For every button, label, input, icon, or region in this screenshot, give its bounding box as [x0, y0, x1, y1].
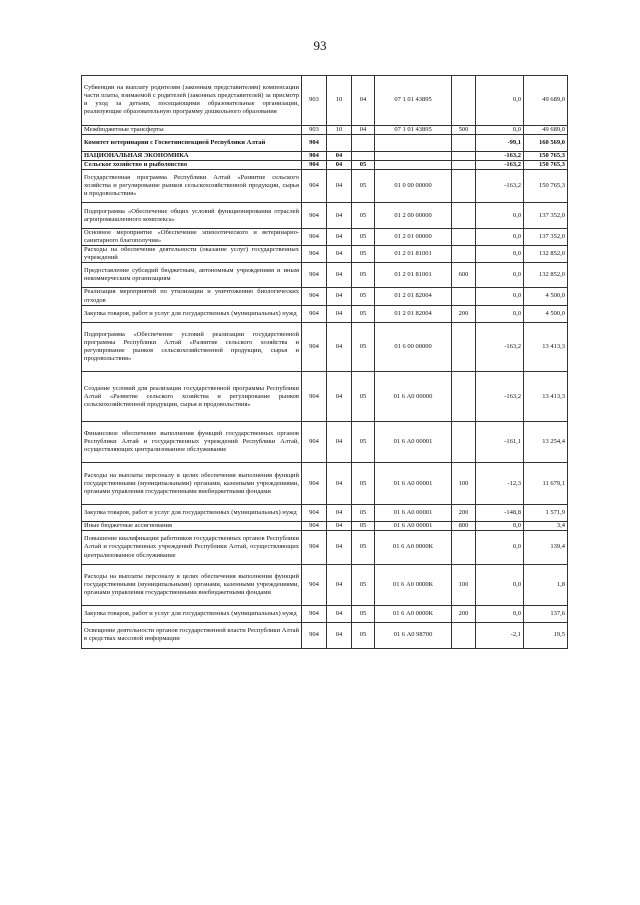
table-cell-expense-type: 200: [452, 305, 476, 322]
table-cell-change: 0,0: [476, 564, 524, 606]
table-cell-subsection: [352, 134, 375, 151]
page-number: 93: [313, 38, 327, 53]
table-cell-expense-type: [452, 203, 476, 228]
table-row: [82, 305, 568, 322]
table-cell-subsection: 05: [352, 263, 375, 288]
table-row: [82, 76, 568, 126]
table-row: [82, 623, 568, 648]
table-cell-change: 0,0: [476, 203, 524, 228]
table-cell-name: Подпрограмма «Обеспечение условий реализации государственной программы Республики Алтай «Развитие сельского хозяйства и регулирование рынков сельскохозяйственной продукции, сырья и продовольствия»: [82, 322, 302, 372]
table-cell-expense-type: [452, 531, 476, 564]
table-cell-name: Закупка товаров, работ и услуг для государственных (муниципальных) нужд: [82, 606, 302, 623]
table-cell-change: -99,1: [476, 134, 524, 151]
table-cell-change: -12,3: [476, 463, 524, 505]
table-cell-change: 0,0: [476, 245, 524, 262]
table-cell-target-article: 01 6 00 00000: [375, 322, 452, 372]
table-cell-expense-type: [452, 623, 476, 648]
table-cell-ved: 904: [302, 372, 327, 422]
table-cell-change: 0,0: [476, 263, 524, 288]
table-cell-change: -148,8: [476, 504, 524, 521]
table-row: [82, 125, 568, 134]
table-cell-ved: 904: [302, 151, 327, 160]
table-cell-target-article: 01 6 А0 00000: [375, 372, 452, 422]
table-row: [82, 522, 568, 531]
table-cell-ved: 904: [302, 203, 327, 228]
table-cell-target-article: 01 6 А0 00001: [375, 421, 452, 463]
table-row: [82, 203, 568, 228]
table-cell-name: Освещение деятельности органов государственной власти Республики Алтай в средствах массовой информации: [82, 623, 302, 648]
table-cell-total: 132 852,0: [524, 263, 568, 288]
table-cell-total: 13 413,3: [524, 372, 568, 422]
table-cell-target-article: 07 1 01 43895: [375, 76, 452, 126]
table-cell-target-article: 01 2 01 82004: [375, 288, 452, 305]
table-cell-ved: 904: [302, 228, 327, 245]
table-cell-ved: 904: [302, 322, 327, 372]
table-cell-name: Государственная программа Республики Алтай «Развитие сельского хозяйства и регулирование рынков сельскохозяйственной продукции, сырья и продовольствия»: [82, 170, 302, 203]
table-cell-expense-type: 200: [452, 606, 476, 623]
table-cell-name: Закупка товаров, работ и услуг для государственных (муниципальных) нужд: [82, 504, 302, 521]
table-cell-name: Финансовое обеспечение выполнения функций государственных органов Республики Алтай и государственных учреждений Республики Алтай, осуществляющих централизованное обслуживание: [82, 421, 302, 463]
table-cell-total: 139,4: [524, 531, 568, 564]
budget-table: [81, 75, 568, 649]
table-cell-total: 13 413,3: [524, 322, 568, 372]
table-cell-subsection: 05: [352, 305, 375, 322]
table-cell-subsection: 05: [352, 421, 375, 463]
table-cell-total: 150 765,3: [524, 160, 568, 169]
table-cell-target-article: 01 2 01 81001: [375, 263, 452, 288]
table-row: [82, 531, 568, 564]
table-row: [82, 504, 568, 521]
table-cell-expense-type: 100: [452, 564, 476, 606]
table-cell-total: 4 500,0: [524, 288, 568, 305]
table-cell-target-article: 01 2 01 82004: [375, 305, 452, 322]
table-cell-change: -161,1: [476, 421, 524, 463]
table-cell-ved: 904: [302, 245, 327, 262]
table-row: [82, 606, 568, 623]
table-cell-target-article: [375, 134, 452, 151]
table-row: [82, 322, 568, 372]
table-cell-change: 0,0: [476, 531, 524, 564]
table-row: [82, 564, 568, 606]
table-cell-total: 150 765,3: [524, 170, 568, 203]
table-cell-total: 49 689,0: [524, 125, 568, 134]
table-cell-target-article: 01 0 00 00000: [375, 170, 452, 203]
table-cell-ved: 904: [302, 160, 327, 169]
table-cell-ved: 903: [302, 76, 327, 126]
table-cell-name: Реализация мероприятий по утилизации и уничтожению биологических отходов: [82, 288, 302, 305]
table-cell-total: 132 852,0: [524, 245, 568, 262]
table-cell-change: -163,2: [476, 151, 524, 160]
table-cell-ved: 904: [302, 263, 327, 288]
table-cell-change: 0,0: [476, 606, 524, 623]
table-cell-subsection: 05: [352, 463, 375, 505]
table-cell-expense-type: [452, 421, 476, 463]
table-cell-subsection: 04: [352, 125, 375, 134]
table-cell-ved: 904: [302, 504, 327, 521]
table-cell-subsection: 05: [352, 228, 375, 245]
table-cell-subsection: 05: [352, 160, 375, 169]
table-row: [82, 228, 568, 245]
table-cell-subsection: 05: [352, 623, 375, 648]
table-cell-ved: 904: [302, 531, 327, 564]
table-cell-total: 137 352,0: [524, 203, 568, 228]
table-cell-expense-type: [452, 228, 476, 245]
table-cell-total: 160 569,0: [524, 134, 568, 151]
table-cell-change: 0,0: [476, 522, 524, 531]
table-cell-expense-type: [452, 245, 476, 262]
table-cell-total: 150 765,3: [524, 151, 568, 160]
table-cell-name: Подпрограмма «Обеспечение общих условий функционирования отраслей агропромышленного комплекса»: [82, 203, 302, 228]
table-cell-section: 04: [327, 245, 352, 262]
table-cell-section: 04: [327, 228, 352, 245]
table-row: [82, 134, 568, 151]
table-cell-subsection: 05: [352, 372, 375, 422]
table-cell-ved: 904: [302, 606, 327, 623]
table-cell-subsection: 05: [352, 504, 375, 521]
table-cell-section: 04: [327, 463, 352, 505]
table-cell-section: 04: [327, 606, 352, 623]
table-cell-change: -163,2: [476, 160, 524, 169]
table-cell-section: 04: [327, 522, 352, 531]
table-cell-ved: 904: [302, 421, 327, 463]
table-cell-subsection: 05: [352, 531, 375, 564]
table-row: [82, 245, 568, 262]
table-cell-expense-type: 500: [452, 125, 476, 134]
table-cell-section: 10: [327, 125, 352, 134]
table-cell-section: 04: [327, 288, 352, 305]
table-cell-expense-type: [452, 322, 476, 372]
table-cell-subsection: 05: [352, 322, 375, 372]
table-cell-name: Создание условий для реализации государственной программы Республики Алтай «Развитие сельского хозяйства и регулирование рынков сельскохозяйственной продукции, сырья и продовольствия»: [82, 372, 302, 422]
table-cell-subsection: 05: [352, 170, 375, 203]
table-cell-subsection: 04: [352, 76, 375, 126]
table-cell-name: Повышение квалификации работников государственных органов Республики Алтай и государственных учреждений Республики Алтай, осуществляющих централизованное обслуживание: [82, 531, 302, 564]
table-cell-name: Субвенции на выплату родителям (законным представителям) компенсации части платы, взимаемой с родителей (законных представителей) за присмотр и уход за детьми, посещающими образовательные организации, реализующие образовательную программу дошкольного образования: [82, 76, 302, 126]
table-cell-name: Расходы на выплаты персоналу в целях обеспечения выполнения функций государственными (муниципальными) органами, казенными учреждениями, органами управления государственными внебюджетными фондами: [82, 463, 302, 505]
table-cell-change: 0,0: [476, 76, 524, 126]
table-cell-target-article: [375, 160, 452, 169]
table-cell-target-article: 01 6 А0 00001: [375, 522, 452, 531]
table-cell-change: -163,2: [476, 372, 524, 422]
table-cell-total: 49 689,0: [524, 76, 568, 126]
table-cell-section: 04: [327, 421, 352, 463]
table-cell-total: 19,5: [524, 623, 568, 648]
table-cell-ved: 904: [302, 522, 327, 531]
table-cell-name: Предоставление субсидий бюджетным, автономным учреждениям и иным некоммерческим организациям: [82, 263, 302, 288]
table-cell-target-article: 01 6 А0 98700: [375, 623, 452, 648]
table-cell-target-article: [375, 151, 452, 160]
table-cell-name: Закупка товаров, работ и услуг для государственных (муниципальных) нужд: [82, 305, 302, 322]
table-cell-subsection: 05: [352, 288, 375, 305]
table-cell-section: [327, 134, 352, 151]
table-cell-name: Сельское хозяйство и рыболовство: [82, 160, 302, 169]
table-cell-expense-type: [452, 76, 476, 126]
table-cell-change: -2,1: [476, 623, 524, 648]
table-cell-ved: 904: [302, 134, 327, 151]
table-cell-total: 4 500,0: [524, 305, 568, 322]
table-cell-expense-type: [452, 134, 476, 151]
table-cell-expense-type: [452, 160, 476, 169]
table-row: [82, 170, 568, 203]
table-cell-total: 137 352,0: [524, 228, 568, 245]
table-cell-change: 0,0: [476, 125, 524, 134]
table-cell-ved: 904: [302, 305, 327, 322]
table-cell-change: -163,2: [476, 170, 524, 203]
table-cell-total: 1 571,9: [524, 504, 568, 521]
table-row: [82, 421, 568, 463]
table-cell-total: 13 254,4: [524, 421, 568, 463]
table-cell-target-article: 07 1 01 43895: [375, 125, 452, 134]
table-cell-section: 04: [327, 170, 352, 203]
table-cell-expense-type: [452, 288, 476, 305]
table-row: [82, 288, 568, 305]
table-cell-change: 0,0: [476, 305, 524, 322]
table-cell-section: 04: [327, 160, 352, 169]
table-row: [82, 372, 568, 422]
table-row: [82, 151, 568, 160]
table-cell-change: -163,2: [476, 322, 524, 372]
table-cell-ved: 903: [302, 125, 327, 134]
table-cell-name: НАЦИОНАЛЬНАЯ ЭКОНОМИКА: [82, 151, 302, 160]
table-cell-subsection: 05: [352, 245, 375, 262]
table-row: [82, 463, 568, 505]
table-cell-change: 0,0: [476, 288, 524, 305]
table-cell-expense-type: [452, 170, 476, 203]
table-cell-ved: 904: [302, 564, 327, 606]
table-row: [82, 160, 568, 169]
table-cell-ved: 904: [302, 463, 327, 505]
table-cell-total: 3,4: [524, 522, 568, 531]
table-cell-ved: 904: [302, 623, 327, 648]
table-cell-section: 04: [327, 305, 352, 322]
table-cell-expense-type: 100: [452, 463, 476, 505]
table-cell-target-article: 01 2 01 81001: [375, 245, 452, 262]
table-cell-change: 0,0: [476, 228, 524, 245]
table-cell-total: 137,6: [524, 606, 568, 623]
table-cell-subsection: 05: [352, 564, 375, 606]
table-cell-target-article: 01 6 А0 0000К: [375, 531, 452, 564]
table-cell-expense-type: [452, 151, 476, 160]
table-cell-name: Расходы на обеспечение деятельности (оказание услуг) государственных учреждений: [82, 245, 302, 262]
table-cell-section: 04: [327, 623, 352, 648]
table-cell-section: 04: [327, 372, 352, 422]
table-cell-section: 04: [327, 322, 352, 372]
table-cell-ved: 904: [302, 170, 327, 203]
table-cell-ved: 904: [302, 288, 327, 305]
table-cell-total: 11 679,1: [524, 463, 568, 505]
table-cell-name: Комитет ветеринарии с Госветинспекцией Республики Алтай: [82, 134, 302, 151]
table-cell-target-article: 01 6 А0 0000К: [375, 564, 452, 606]
table-cell-name: Иные бюджетные ассигнования: [82, 522, 302, 531]
table-cell-section: 04: [327, 531, 352, 564]
table-cell-section: 04: [327, 203, 352, 228]
table-cell-subsection: 05: [352, 606, 375, 623]
table-cell-subsection: 05: [352, 203, 375, 228]
table-cell-subsection: [352, 151, 375, 160]
table-cell-total: 1,8: [524, 564, 568, 606]
table-cell-section: 04: [327, 263, 352, 288]
table-cell-section: 04: [327, 504, 352, 521]
table-cell-expense-type: 200: [452, 504, 476, 521]
table-cell-name: Расходы на выплаты персоналу в целях обеспечения выполнения функций государственными (муниципальными) органами, казенными учреждениями, органами управления государственными внебюджетными фондами: [82, 564, 302, 606]
table-row: [82, 263, 568, 288]
table-cell-target-article: 01 2 00 00000: [375, 203, 452, 228]
table-cell-subsection: 05: [352, 522, 375, 531]
table-cell-section: 04: [327, 564, 352, 606]
table-cell-expense-type: 800: [452, 522, 476, 531]
table-cell-target-article: 01 6 А0 00001: [375, 504, 452, 521]
table-cell-section: 10: [327, 76, 352, 126]
table-cell-expense-type: 600: [452, 263, 476, 288]
table-cell-target-article: 01 6 А0 00001: [375, 463, 452, 505]
table-cell-section: 04: [327, 151, 352, 160]
table-cell-target-article: 01 2 01 00000: [375, 228, 452, 245]
table-cell-target-article: 01 6 А0 0000К: [375, 606, 452, 623]
table-cell-expense-type: [452, 372, 476, 422]
table-cell-name: Основное мероприятие «Обеспечение эпизоотического и ветеринарно-санитарного благополучия»: [82, 228, 302, 245]
table-cell-name: Межбюджетные трансферты: [82, 125, 302, 134]
